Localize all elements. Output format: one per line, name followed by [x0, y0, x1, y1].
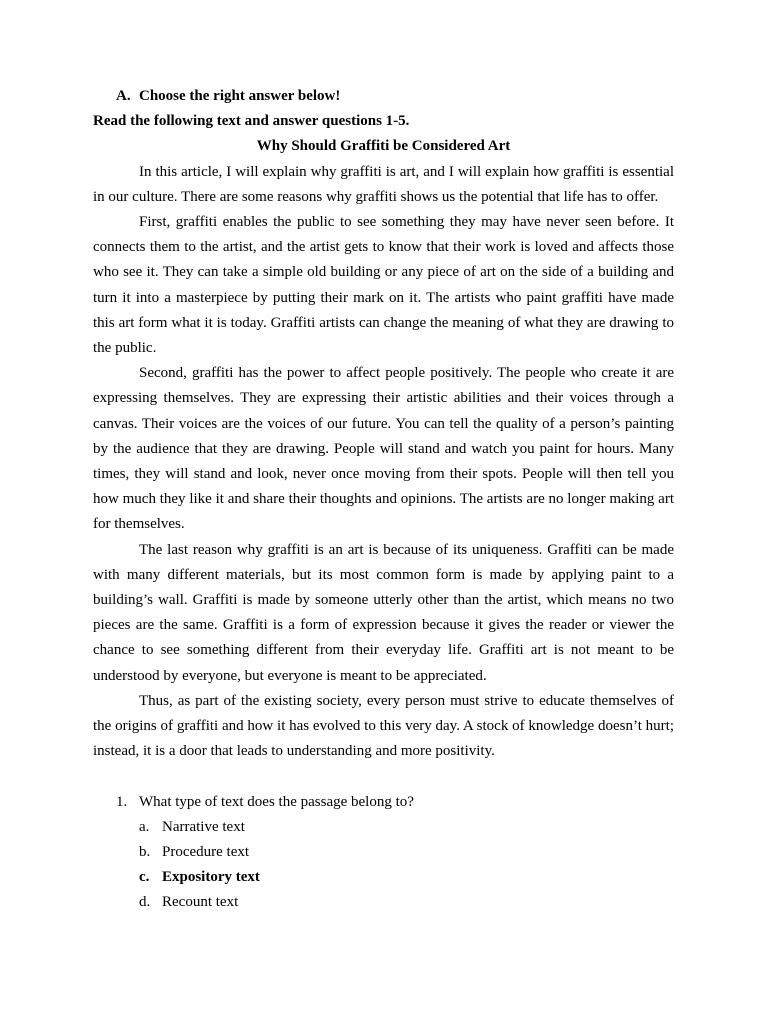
question-text: What type of text does the passage belong to?: [139, 793, 414, 810]
section-marker: A.: [116, 88, 131, 104]
option-letter: b.: [139, 844, 151, 861]
article-paragraph-1: In this article, I will explain why graffiti is art, and I will explain how graffiti is essential in our culture. There are some reasons why graffiti shows us the potential that life has to offer.: [93, 163, 674, 205]
blank-line: [93, 764, 674, 789]
article-paragraph-2: First, graffiti enables the public to see something they may have never seen before. It connects them to the artist, and the artist gets to know that their work is loved and affects those who see it. They can take a simple old building or any piece of art on the side of a building and turn it into a masterpiece by putting their mark on it. The artists who paint graffiti have made this art form what it is today. Graffiti artists can change the meaning of what they are drawing to the public.: [93, 214, 674, 357]
option-text: Expository text: [162, 869, 260, 886]
option-letter: d.: [139, 894, 151, 911]
option-text: Procedure text: [162, 844, 250, 861]
option-d[interactable]: [93, 890, 674, 915]
option-letter: c.: [139, 869, 150, 886]
option-letter: a.: [139, 818, 150, 835]
option-text: Narrative text: [162, 818, 245, 835]
section-heading: [93, 84, 674, 109]
question-number: 1.: [116, 793, 128, 810]
option-a[interactable]: [93, 815, 674, 840]
instruction-text: Read the following text and answer questions 1-5.: [93, 113, 410, 130]
answer-options: [93, 815, 674, 916]
document-page: [93, 84, 674, 916]
article-paragraph-4: The last reason why graffiti is an art is because of its uniqueness. Graffiti can be made with many different materials, but its most common form is made by applying paint to a building’s wall. Graffiti is made by someone utterly other than the artist, which means no two pieces are the same. Graffiti is a form of expression because it gives the reader or viewer the chance to see something different from their everyday life. Graffiti art is not meant to be understood by everyone, but everyone is meant to be appreciated.: [93, 541, 674, 684]
article-paragraph-5: Thus, as part of the existing society, every person must strive to educate themselves of the origins of graffiti and how it has evolved to this very day. A stock of knowledge doesn’t hurt; instead, it is a door that leads to understanding and more positivity.: [93, 692, 674, 760]
option-c[interactable]: [93, 865, 674, 890]
option-text: Recount text: [162, 894, 239, 911]
option-b[interactable]: [93, 840, 674, 865]
section-heading-text: Choose the right answer below!: [139, 88, 341, 104]
question-1: [93, 790, 674, 815]
article-paragraph-3: Second, graffiti has the power to affect people positively. The people who create it are expressing themselves. They are expressing their artistic abilities and their voices through a canvas. Their voices are the voices of our future. You can tell the quality of a person’s painting by the audience that they are drawing. People will stand and watch you paint for hours. Many times, they will stand and look, never once moving from their spots. People will then tell you how much they like it and share their thoughts and opinions. The artists are no longer making art for themselves.: [93, 365, 674, 533]
article-title: Why Should Graffiti be Considered Art: [256, 138, 511, 155]
